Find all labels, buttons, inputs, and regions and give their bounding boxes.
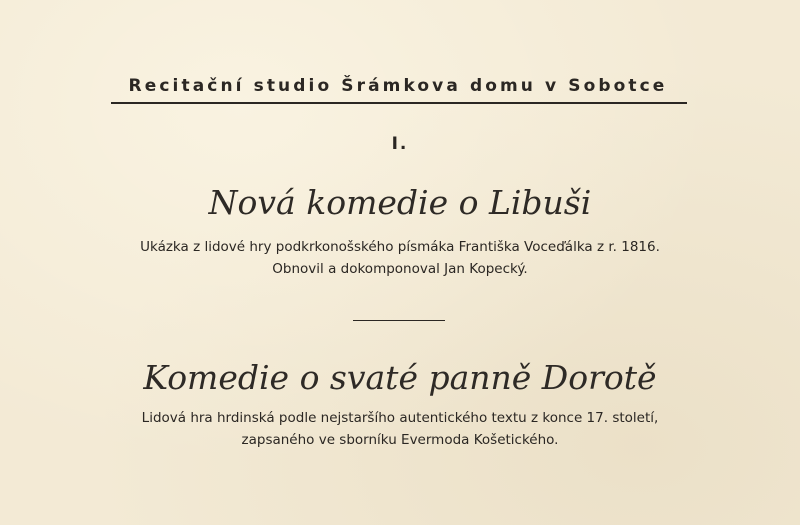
- play-description-libuse: [60, 236, 740, 280]
- section-number: I.: [391, 134, 409, 154]
- section-divider: [353, 320, 445, 321]
- play-title-dorota: Komedie o svaté panně Dorotě: [143, 358, 657, 397]
- description-line: Obnovil a dokomponoval Jan Kopecký.: [272, 261, 528, 277]
- description-line: Ukázka z lidové hry podkrkonošského písmáka Františka Voceďálka z r. 1816.: [140, 239, 660, 255]
- page-header: Recitační studio Šrámkova domu v Sobotce: [128, 76, 668, 96]
- description-line: zapsaného ve sborníku Evermoda Košetického.: [241, 432, 559, 448]
- play-title-libuse: Nová komedie o Libuši: [208, 183, 592, 222]
- description-line: Lidová hra hrdinská podle nejstaršího autentického textu z konce 17. století,: [141, 410, 659, 426]
- play-description-dorota: [60, 407, 740, 451]
- header-underline: [111, 102, 687, 104]
